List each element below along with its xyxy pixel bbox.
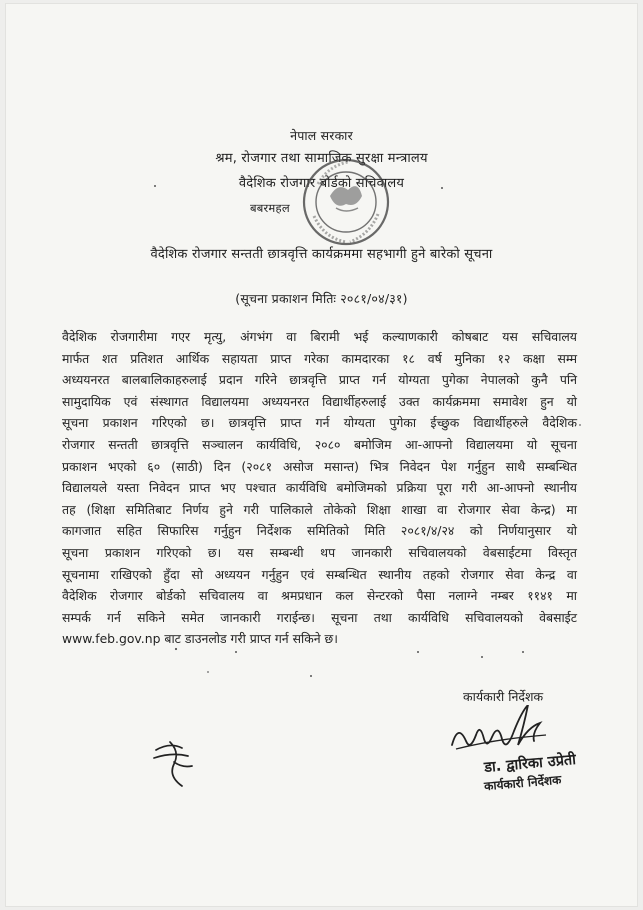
body-line: विद्यालयले यस्ता निवेदन प्राप्त भए पश्चात कार्यविधि बमोजिमको प्रक्रिया पूरा गरी आ-आफ्नो स्थानीय <box>62 480 577 496</box>
ministry-name: श्रम, रोजगार तथा सामाजिक सुरक्षा मन्त्रालय <box>215 151 428 166</box>
office-location: बबरमहल <box>250 201 290 215</box>
publication-date: (सूचना प्रकाशन मितिः २०८१/०४/३१) <box>235 291 408 306</box>
body-line: कागजात सहित सिफारिस गर्नुहुन निर्देशक समितिको मिति २०८१/४/२४ को निर्णयानुसार यो <box>62 523 577 539</box>
body-line: सामुदायिक एवं संस्थागत विद्यालयमा अध्ययनरत विद्यार्थीहरुलाई उक्त कार्यक्रममा समावेश हुन यो <box>62 393 577 409</box>
body-line: अध्ययनरत बालबालिकाहरुलाई प्रदान गरिने छात्रवृत्ति प्राप्त गर्न योग्यता पुगेका नेपालको कुनै पनि <box>62 372 577 388</box>
signatory-name: डा. द्वारिका उप्रेती <box>483 752 577 776</box>
body-line: वैदेशिक रोजगार बोर्डको सचिवालय वा श्रमप्रधान कल सेन्टरको पैसा नलाग्ने नम्बर ११४१ मा <box>62 588 577 604</box>
body-line: सूचना प्रकाशन गरिएको छ। यस सम्बन्धी थप जानकारी सचिवालयको वेबसाईटमा विस्तृत <box>62 544 577 560</box>
body-line: तह (शिक्षा समितिबाट निर्णय हुने गरी पालिकाले तोकेको शिक्षा शाखा वा रोजगार सेवा केन्द्र) मा <box>62 501 577 517</box>
body-line: सूचना प्रकाशन गरिएको छ। छात्रवृत्ति प्राप्त गर्न योग्यता पुगेका ईच्छुक विद्यार्थीहरुले वैदेशिक <box>62 415 577 431</box>
body-line: रोजगार सन्तती छात्रवृत्ति सञ्चालन कार्यविधि, २०८० बमोजिम आ-आफ्नो विद्यालयमा यो सूचना <box>62 436 577 452</box>
notice-title: वैदेशिक रोजगार सन्तती छात्रवृत्ति कार्यक्रममा सहभागी हुने बारेको सूचना <box>150 247 493 262</box>
body-line: वैदेशिक रोजगारीमा गएर मृत्यु, अंगभंग वा बिरामी भई कल्याणकारी कोषबाट यस सचिवालय <box>62 329 577 344</box>
body-line: प्रकाशन भएको ६० (साठी) दिन (२०८१ असोज मसान्त) भित्र निवेदन पेश गर्नुहुन साथै सम्बन्धित <box>62 458 577 474</box>
office-name: वैदेशिक रोजगार बोर्डको सचिवालय <box>238 176 405 191</box>
body-line: www.feb.gov.np बाट डाउनलोड गरी प्राप्त गर्न सकिने छ। <box>62 631 338 647</box>
body-line: सूचनामा राखिएको हुँदा सो अध्ययन गर्नुहुन एवं सम्बन्धित स्थानीय तहको रोजगार सेवा केन्द्र वा <box>62 566 577 582</box>
initial-signature <box>150 732 198 790</box>
govt-name: नेपाल सरकार <box>290 128 353 143</box>
office-seal-stamp <box>300 156 392 248</box>
body-line: सम्पर्क गर्न सकिने समेत जानकारी गराईन्छ। सूचना तथा कार्यविधि सचिवालयको वेबसाईट <box>62 609 577 625</box>
notice-body <box>62 326 577 650</box>
body-line: मार्फत शत प्रतिशत आर्थिक सहायता प्राप्त गरेका कामदारका १८ वर्ष मुनिका १२ कक्षा सम्म <box>62 350 577 366</box>
signatory-title: कार्यकारी निर्देशक <box>463 689 544 704</box>
signatory-role: कार्यकारी निर्देशक <box>483 772 562 794</box>
